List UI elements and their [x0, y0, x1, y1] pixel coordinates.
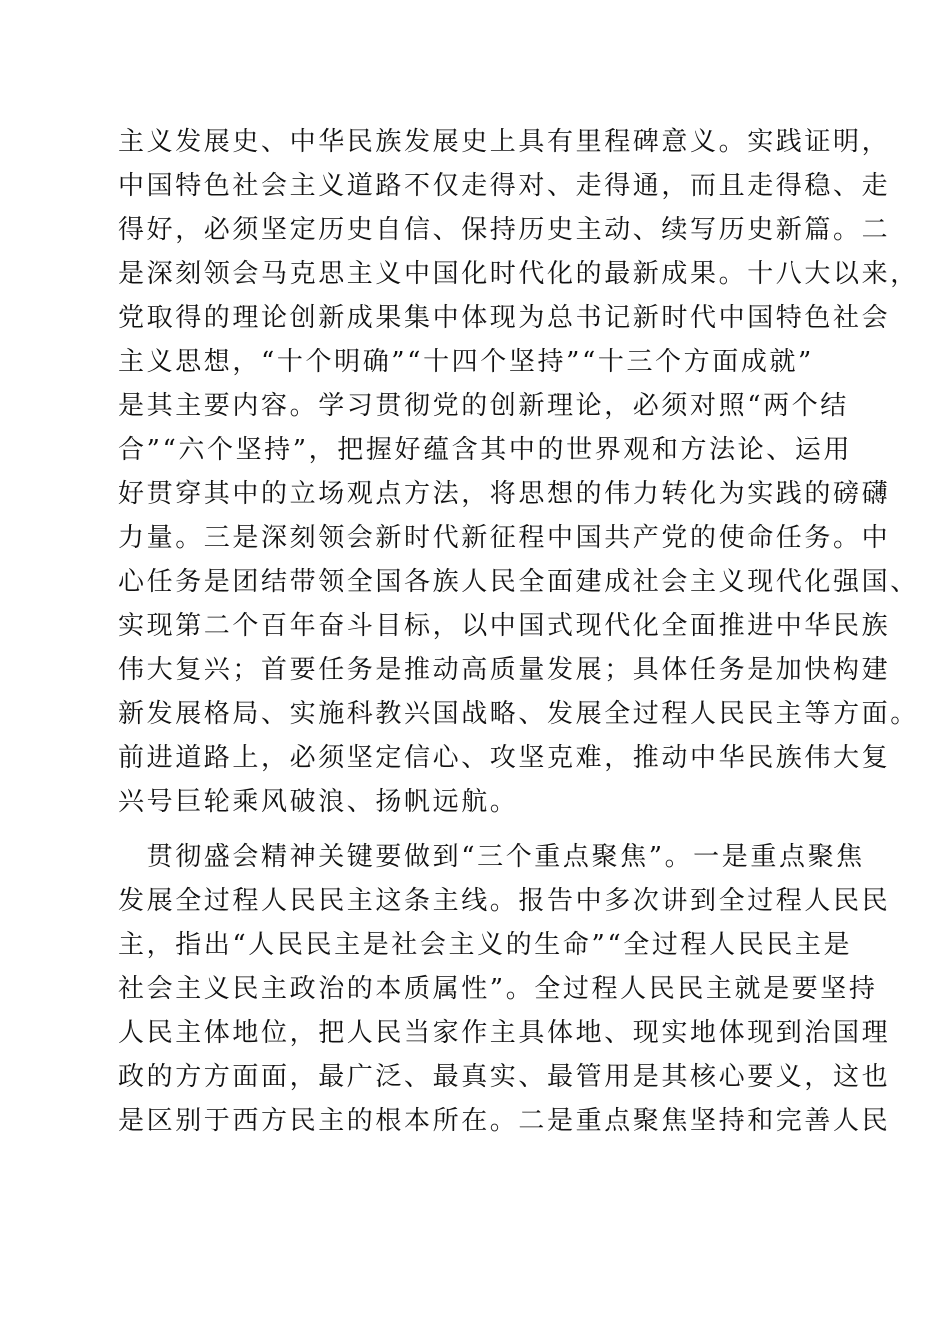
text-line: 兴号巨轮乘风破浪、扬帆远航。: [118, 787, 519, 817]
text-line: 主义发展史、中华民族发展史上具有里程碑意义。实践证明，: [118, 127, 891, 157]
text-line: 是深刻领会马克思主义中国化时代化的最新成果。十八大以来，: [118, 259, 919, 289]
text-line: 力量。三是深刻领会新时代新征程中国共产党的使命任务。中: [118, 523, 891, 553]
text-line: 政的方方面面，最广泛、最真实、最管用是其核心要义，这也: [118, 1062, 891, 1092]
text-line: 人民主体地位，把人民当家作主具体地、现实地体现到治国理: [118, 1018, 891, 1048]
text-line: 主义思想，“十个明确”“十四个坚持”“十三个方面成就”: [118, 347, 814, 377]
text-line: 新发展格局、实施科教兴国战略、发展全过程人民民主等方面。: [118, 699, 919, 729]
text-line: 实现第二个百年奋斗目标，以中国式现代化全面推进中华民族: [118, 611, 891, 641]
text-line: 是区别于西方民主的根本所在。二是重点聚焦坚持和完善人民: [118, 1106, 891, 1136]
text-line: 心任务是团结带领全国各族人民全面建成社会主义现代化强国、: [118, 567, 919, 597]
text-line: 合”“六个坚持”，把握好蕴含其中的世界观和方法论、运用: [118, 435, 853, 465]
text-line: 伟大复兴；首要任务是推动高质量发展；具体任务是加快构建: [118, 655, 891, 685]
text-line: 好贯穿其中的立场观点方法，将思想的伟力转化为实践的磅礴: [118, 479, 891, 509]
text-line: 前进道路上，必须坚定信心、攻坚克难，推动中华民族伟大复: [118, 743, 891, 773]
text-line: 是其主要内容。学习贯彻党的创新理论，必须对照“两个结: [118, 391, 849, 421]
text-line: 主，指出“人民民主是社会主义的生命”“全过程人民民主是: [118, 930, 853, 960]
text-line: 中国特色社会主义道路不仅走得对、走得通，而且走得稳、走: [118, 171, 891, 201]
body-text: [118, 120, 919, 1143]
text-line: 得好，必须坚定历史自信、保持历史主动、续写历史新篇。二: [118, 215, 891, 245]
text-line: 党取得的理论创新成果集中体现为总书记新时代中国特色社会: [118, 303, 891, 333]
text-line: 发展全过程人民民主这条主线。报告中多次讲到全过程人民民: [118, 886, 891, 916]
paragraph-start-line: 贯彻盛会精神关键要做到“三个重点聚焦”。一是重点聚焦: [118, 842, 865, 872]
text-line: 社会主义民主政治的本质属性”。全过程人民民主就是要坚持: [118, 974, 878, 1004]
